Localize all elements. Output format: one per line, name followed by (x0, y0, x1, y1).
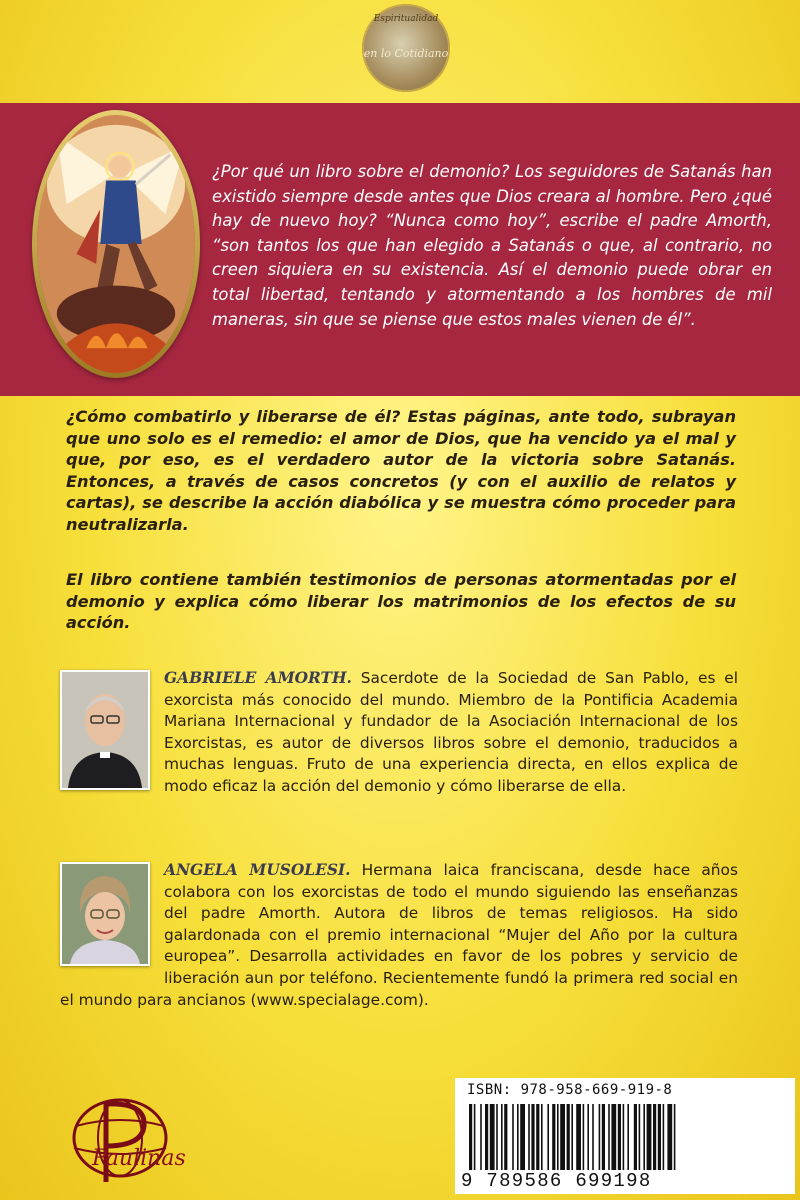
paulinas-globe-logo (60, 1090, 260, 1190)
author-bio-text-musolesi: Hermana laica franciscana, desde hace años colabora con los exorcistas de todo el mundo siguiendo las enseñanzas del padre Amorth. Autora de libros de temas religiosos. Ha sido galardonada con el premio internacional “Mujer del Año por la cultura europea”. Desarrolla actividades en favor de los pobres y servicio de liberación aun por teléfono. Recientemente fundó la primera red social en el mundo para ancianos (www.specialage.com). (60, 861, 738, 1009)
author-name-amorth: GABRIELE AMORTH. (164, 669, 352, 687)
isbn-barcode-box (455, 1078, 795, 1194)
publisher-name: Paulinas (92, 1146, 186, 1171)
collection-badge-title: en lo Cotidiano (363, 46, 449, 60)
author-name-musolesi: ANGELA MUSOLESI. (164, 861, 351, 879)
author-bio-musolesi (60, 860, 738, 1011)
author-bio-text-amorth: Sacerdote de la Sociedad de San Pablo, es el exorcista más conocido del mundo. Miembro de la Pontificia Academia Mariana Internacional y fundador de la Asociación Internacional de los Exorcistas, es autor de diversos libros sobre el demonio, traducidos a muchas lenguas. Fruto de una experiencia directa, en ellos explica de modo eficaz la acción del demonio y cómo liberarse de ella. (164, 669, 738, 795)
barcode-icon (469, 1104, 781, 1170)
collection-badge (362, 4, 450, 92)
body-paragraph-1: ¿Cómo combatirlo y liberarse de él? Estas páginas, ante todo, subrayan que uno solo es el remedio: el amor de Dios, que ha vencido ya el mal y que, por eso, es el verdadero autor de la victoria sobre Satanás. Entonces, a través de casos concretos (y con el auxilio de relatos y cartas), se describe la acción diabólica y se muestra cómo proceder para neutralizarla. (66, 407, 736, 534)
body-paragraph-2: El libro contiene también testimonios de personas atormentadas por el demonio y explica cómo liberar los matrimonios de los efectos de su acción. (66, 570, 736, 632)
author-bio-amorth (60, 668, 738, 798)
saint-michael-medallion (32, 110, 200, 378)
author-photo-amorth (60, 670, 150, 790)
saint-michael-image (37, 115, 195, 373)
intro-paragraph: ¿Por qué un libro sobre el demonio? Los seguidores de Satanás han existido siempre desde antes que Dios creara al hombre. Pero ¿qué hay de nuevo hoy? “Nunca como hoy”, escribe el padre Amorth, “son tantos los que han elegido a Satanás o que, al contrario, no creen siquiera en su existencia. Así el demonio puede obrar en total libertad, tentando y atormentando a los hombres de mil maneras, sin que se piense que estos males vienen de él”. (212, 162, 772, 329)
isbn-label: ISBN: 978-958-669-919-8 (467, 1082, 673, 1098)
author-photo-musolesi (60, 862, 150, 966)
collection-badge-arc-text: Espiritualidad (373, 14, 439, 24)
isbn-digits: 9 789586 699198 (461, 1170, 652, 1192)
